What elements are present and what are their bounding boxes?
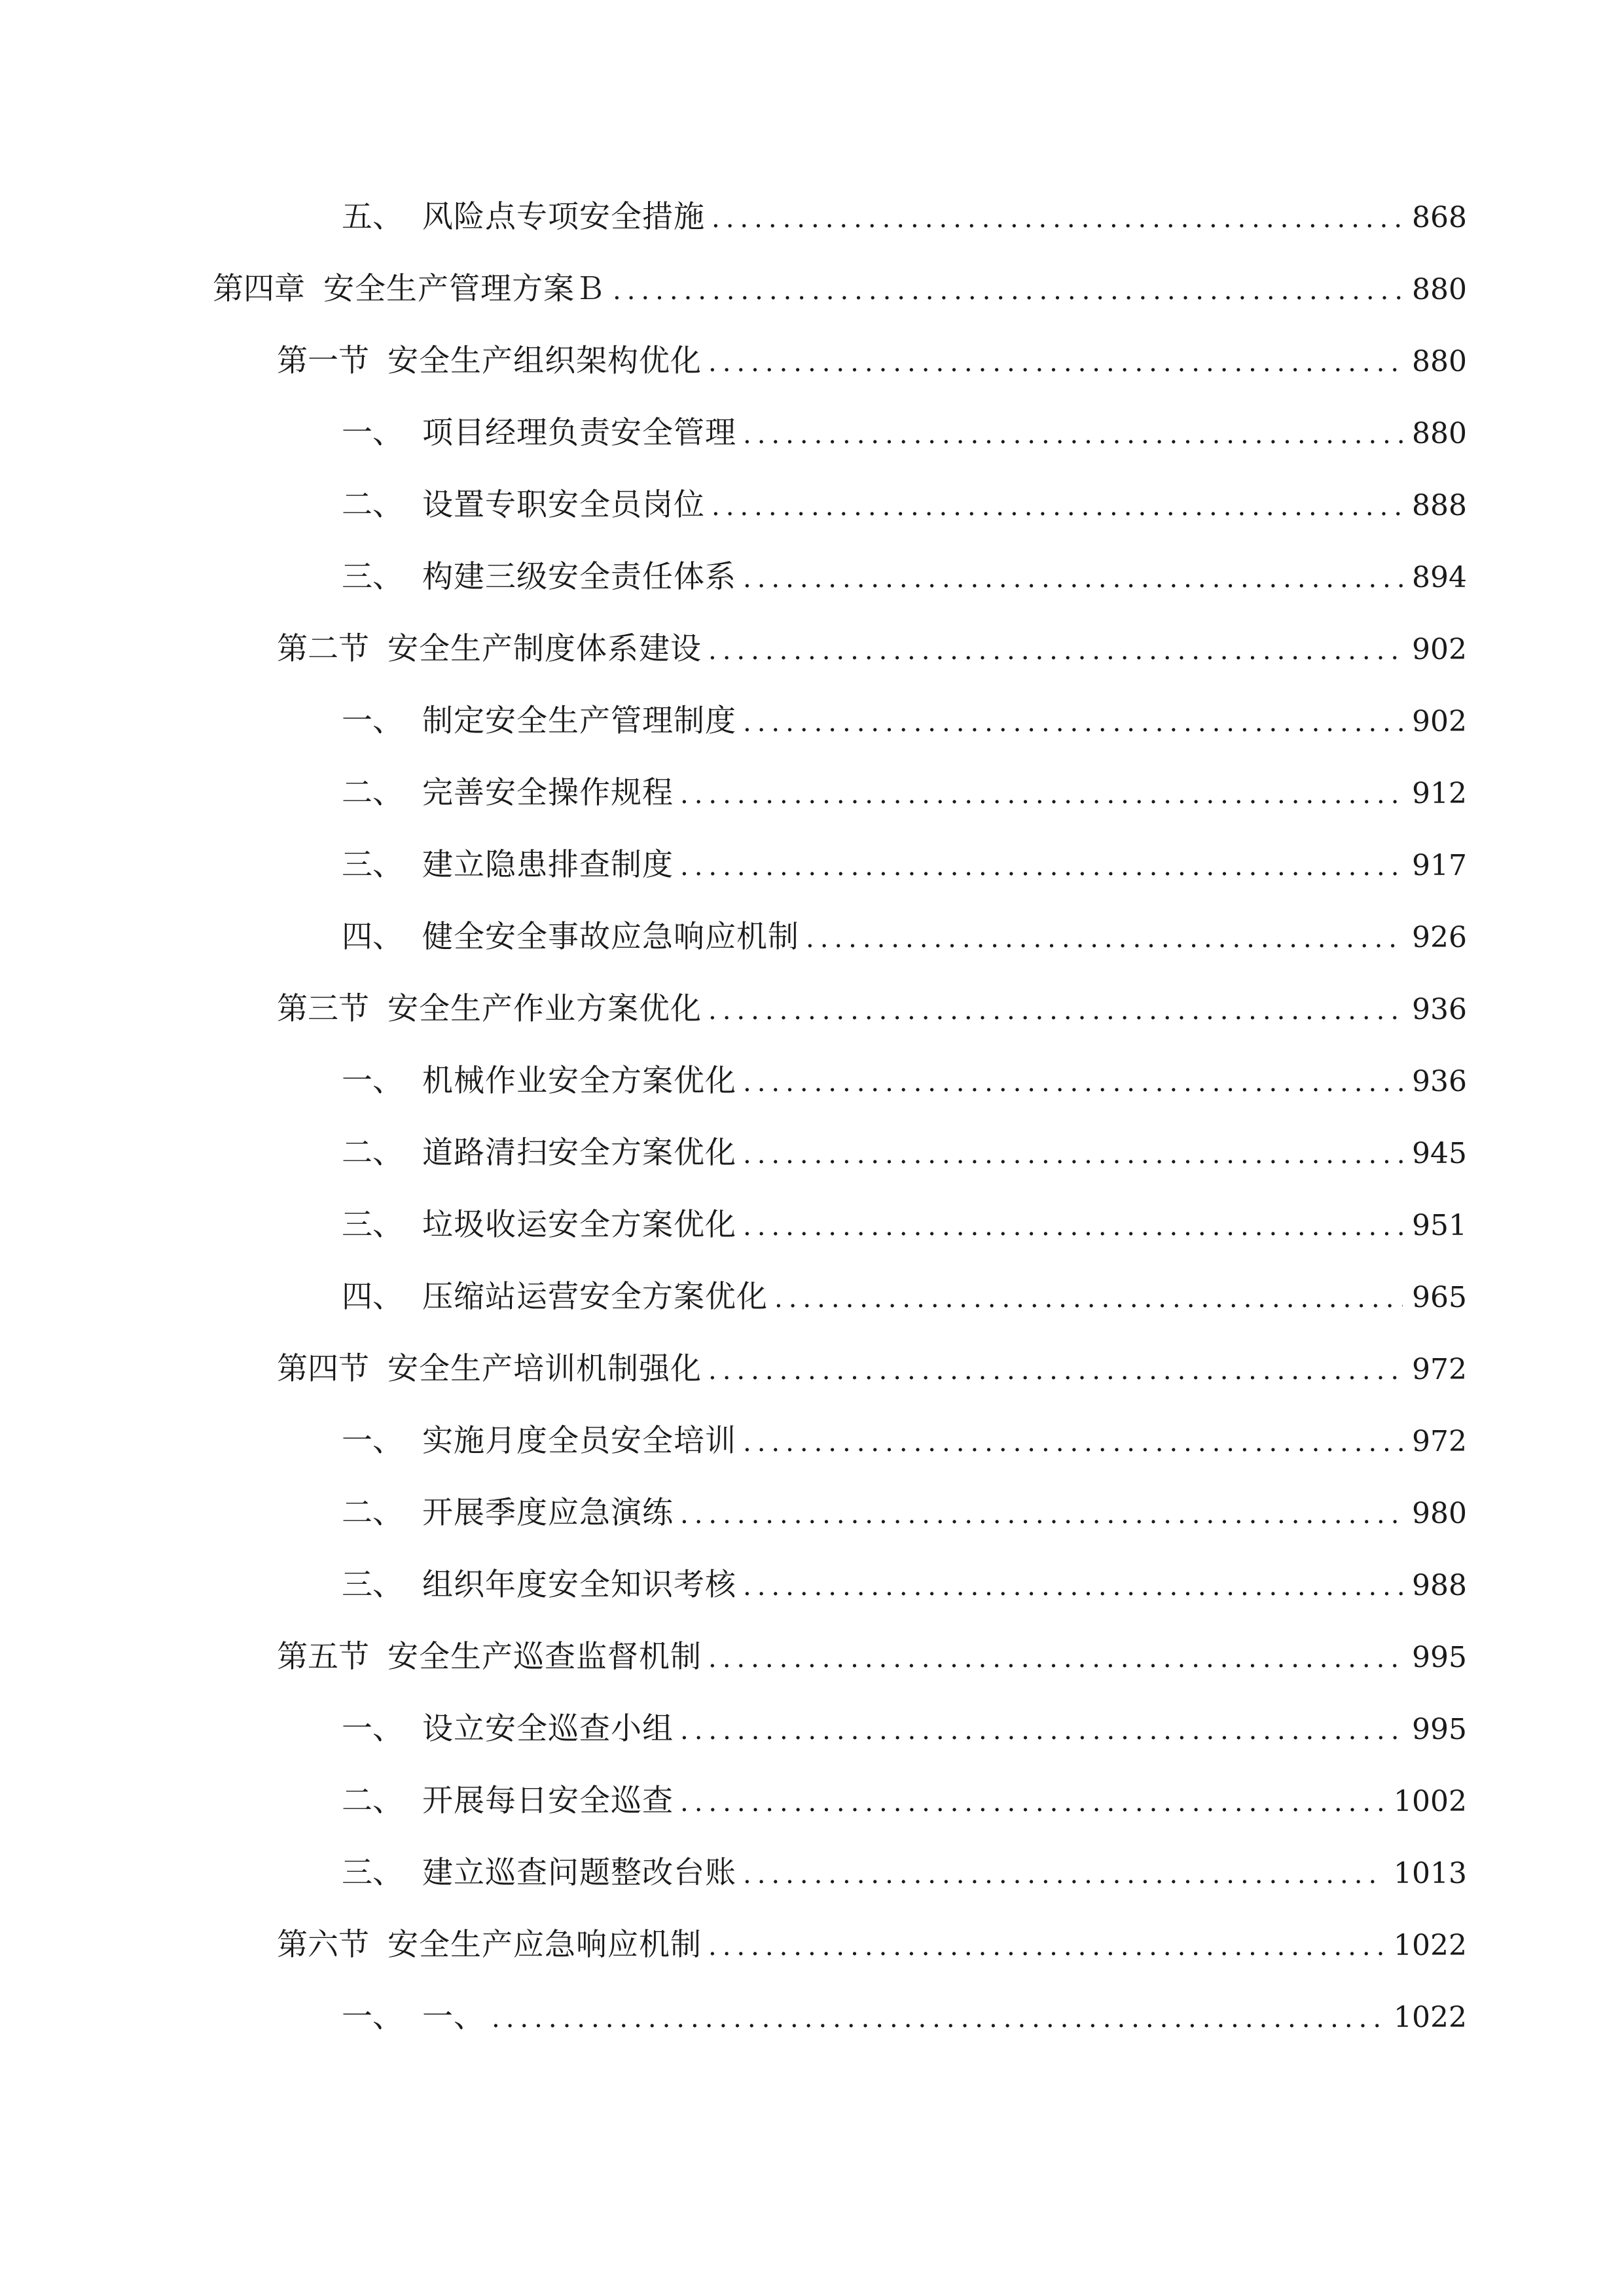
toc-entry-title: 机械作业安全方案优化 bbox=[422, 1063, 736, 1099]
toc-leader-dots bbox=[806, 916, 1403, 960]
toc-leader-dots bbox=[743, 412, 1403, 456]
toc-entry-title: 安全生产巡查监督机制 bbox=[388, 1639, 702, 1675]
toc-entry-page-number: 894 bbox=[1412, 561, 1467, 594]
toc-leader-dots bbox=[680, 1492, 1403, 1536]
toc-entry-page-number: 951 bbox=[1412, 1209, 1467, 1242]
toc-entry[interactable] bbox=[342, 1994, 1467, 2040]
toc-entry-number: 二、 bbox=[342, 775, 403, 811]
toc-entry-page-number: 972 bbox=[1412, 1425, 1467, 1458]
toc-leader-dots bbox=[743, 1420, 1403, 1464]
toc-entry-number: 二、 bbox=[342, 487, 403, 523]
toc-leader-dots bbox=[743, 1204, 1403, 1248]
toc-entry-page-number: 995 bbox=[1412, 1641, 1467, 1674]
toc-entry[interactable] bbox=[213, 266, 1467, 312]
toc-entry[interactable] bbox=[342, 1778, 1467, 1824]
toc-entry-page-number: 902 bbox=[1412, 633, 1467, 666]
toc-entry-title: 安全生产培训机制强化 bbox=[388, 1351, 702, 1387]
toc-entry-page-number: 880 bbox=[1412, 345, 1467, 378]
toc-entry-page-number: 902 bbox=[1412, 705, 1467, 738]
toc-entry-number: 三、 bbox=[342, 1207, 403, 1243]
toc-leader-dots bbox=[708, 1924, 1384, 1968]
toc-entry-number: 二、 bbox=[342, 1495, 403, 1531]
toc-leader-dots bbox=[680, 772, 1403, 816]
toc-leader-dots bbox=[774, 1276, 1403, 1320]
toc-entry-title: 制定安全生产管理制度 bbox=[422, 703, 736, 739]
toc-leader-dots bbox=[743, 1060, 1403, 1104]
toc-entry[interactable] bbox=[342, 194, 1467, 240]
toc-entry-page-number: 868 bbox=[1412, 201, 1467, 234]
toc-leader-dots bbox=[708, 628, 1403, 672]
toc-leader-dots bbox=[743, 1852, 1384, 1896]
toc-leader-dots bbox=[712, 484, 1403, 528]
toc-entry-number: 三、 bbox=[342, 847, 403, 883]
toc-entry[interactable] bbox=[342, 1418, 1467, 1464]
toc-entry-title: 建立隐患排查制度 bbox=[422, 847, 674, 883]
toc-entry[interactable] bbox=[342, 1706, 1467, 1752]
toc-entry-title: 开展每日安全巡查 bbox=[422, 1783, 674, 1819]
toc-entry-number: 一、 bbox=[342, 703, 403, 739]
toc-entry-number: 一、 bbox=[342, 1999, 403, 2035]
toc-entry-number: 一、 bbox=[342, 415, 403, 451]
toc-entry-title: 一、 bbox=[422, 1999, 485, 2035]
toc-entry-number: 二、 bbox=[342, 1783, 403, 1819]
toc-entry[interactable] bbox=[277, 1346, 1467, 1392]
toc-entry-number: 第一节 bbox=[277, 343, 369, 379]
toc-entry-title: 风险点专项安全措施 bbox=[422, 199, 705, 235]
toc-entry-number: 一、 bbox=[342, 1063, 403, 1099]
toc-leader-dots bbox=[743, 556, 1403, 600]
toc-entry-page-number: 936 bbox=[1412, 993, 1467, 1026]
toc-entry-page-number: 888 bbox=[1412, 489, 1467, 522]
toc-entry[interactable] bbox=[342, 1490, 1467, 1536]
toc-entry-title: 开展季度应急演练 bbox=[422, 1495, 674, 1531]
toc-leader-dots bbox=[680, 844, 1403, 888]
toc-entry-page-number: 880 bbox=[1412, 273, 1467, 306]
toc-entry[interactable] bbox=[277, 338, 1467, 384]
toc-entry-number: 三、 bbox=[342, 1855, 403, 1891]
toc-leader-dots bbox=[708, 340, 1403, 384]
toc-entry[interactable] bbox=[342, 698, 1467, 744]
toc-entry-page-number: 926 bbox=[1412, 921, 1467, 954]
toc-entry-number: 三、 bbox=[342, 1567, 403, 1603]
toc-entry-title: 安全生产管理方案Ｂ bbox=[323, 271, 606, 307]
toc-entry-number: 第四节 bbox=[277, 1351, 369, 1387]
toc-entry-page-number: 1022 bbox=[1394, 1929, 1467, 1962]
toc-leader-dots bbox=[680, 1708, 1403, 1752]
toc-leader-dots bbox=[708, 1348, 1403, 1392]
toc-entry-title: 组织年度安全知识考核 bbox=[422, 1567, 736, 1603]
toc-entry[interactable] bbox=[342, 770, 1467, 816]
toc-entry[interactable] bbox=[277, 1634, 1467, 1680]
toc-entry-page-number: 912 bbox=[1412, 777, 1467, 810]
toc-entry-page-number: 917 bbox=[1412, 849, 1467, 882]
toc-entry-title: 完善安全操作规程 bbox=[422, 775, 674, 811]
toc-entry-page-number: 972 bbox=[1412, 1353, 1467, 1386]
toc-entry-number: 一、 bbox=[342, 1423, 403, 1459]
toc-entry-number: 四、 bbox=[342, 919, 403, 955]
toc-entry-title: 健全安全事故应急响应机制 bbox=[422, 919, 799, 955]
toc-entry[interactable] bbox=[342, 1058, 1467, 1104]
toc-entry[interactable] bbox=[342, 842, 1467, 888]
toc-entry-number: 四、 bbox=[342, 1279, 403, 1315]
toc-entry-title: 建立巡查问题整改台账 bbox=[422, 1855, 736, 1891]
toc-entry-title: 压缩站运营安全方案优化 bbox=[422, 1279, 768, 1315]
toc-leader-dots bbox=[712, 196, 1403, 240]
toc-entry-number: 第三节 bbox=[277, 991, 369, 1027]
toc-leader-dots bbox=[680, 1780, 1384, 1824]
toc-leader-dots bbox=[743, 1564, 1403, 1608]
toc-entry-title: 设置专职安全员岗位 bbox=[422, 487, 705, 523]
toc-entry-page-number: 945 bbox=[1412, 1137, 1467, 1170]
toc-entry-title: 项目经理负责安全管理 bbox=[422, 415, 736, 451]
toc-entry-number: 三、 bbox=[342, 559, 403, 595]
toc-entry[interactable] bbox=[342, 1130, 1467, 1176]
toc-entry[interactable] bbox=[342, 482, 1467, 528]
toc-leader-dots bbox=[492, 1996, 1384, 2040]
toc-entry[interactable] bbox=[277, 626, 1467, 672]
toc-entry-title: 安全生产作业方案优化 bbox=[388, 991, 702, 1027]
toc-entry-number: 第四章 bbox=[213, 271, 305, 307]
toc-entry[interactable] bbox=[342, 1850, 1467, 1896]
toc-leader-dots bbox=[613, 268, 1403, 312]
toc-entry-title: 设立安全巡查小组 bbox=[422, 1711, 674, 1747]
toc-entry[interactable] bbox=[277, 986, 1467, 1032]
toc-entry-page-number: 995 bbox=[1412, 1713, 1467, 1746]
toc-entry-title: 安全生产制度体系建设 bbox=[388, 631, 702, 667]
toc-entry-page-number: 1002 bbox=[1394, 1785, 1467, 1818]
toc-entry-number: 第二节 bbox=[277, 631, 369, 667]
toc-entry-number: 第五节 bbox=[277, 1639, 369, 1675]
toc-entry[interactable] bbox=[277, 1922, 1467, 1968]
toc-entry-page-number: 880 bbox=[1412, 417, 1467, 450]
toc-leader-dots bbox=[708, 988, 1403, 1032]
toc-entry[interactable] bbox=[342, 1562, 1467, 1608]
toc-entry-title: 实施月度全员安全培训 bbox=[422, 1423, 736, 1459]
toc-entry-number: 二、 bbox=[342, 1135, 403, 1171]
toc-entry-page-number: 988 bbox=[1412, 1569, 1467, 1602]
toc-entry-title: 道路清扫安全方案优化 bbox=[422, 1135, 736, 1171]
toc-entry-page-number: 936 bbox=[1412, 1065, 1467, 1098]
toc-entry-title: 构建三级安全责任体系 bbox=[422, 559, 736, 595]
toc-entry[interactable] bbox=[342, 1202, 1467, 1248]
toc-leader-dots bbox=[743, 1132, 1403, 1176]
toc-entry-page-number: 980 bbox=[1412, 1497, 1467, 1530]
toc-leader-dots bbox=[743, 700, 1403, 744]
toc-entry-title: 安全生产组织架构优化 bbox=[388, 343, 702, 379]
toc-entry-number: 五、 bbox=[342, 199, 403, 235]
toc-entry-page-number: 1022 bbox=[1394, 2001, 1467, 2034]
toc-entry-title: 垃圾收运安全方案优化 bbox=[422, 1207, 736, 1243]
toc-entry[interactable] bbox=[342, 410, 1467, 456]
toc-entry[interactable] bbox=[342, 914, 1467, 960]
toc-entry-title: 安全生产应急响应机制 bbox=[388, 1927, 702, 1963]
toc-entry[interactable] bbox=[342, 1274, 1467, 1320]
toc-entry-number: 一、 bbox=[342, 1711, 403, 1747]
toc-entry-number: 第六节 bbox=[277, 1927, 369, 1963]
toc-leader-dots bbox=[708, 1636, 1403, 1680]
toc-entry[interactable] bbox=[342, 554, 1467, 600]
toc-entry-page-number: 965 bbox=[1412, 1281, 1467, 1314]
toc-entry-page-number: 1013 bbox=[1394, 1857, 1467, 1890]
